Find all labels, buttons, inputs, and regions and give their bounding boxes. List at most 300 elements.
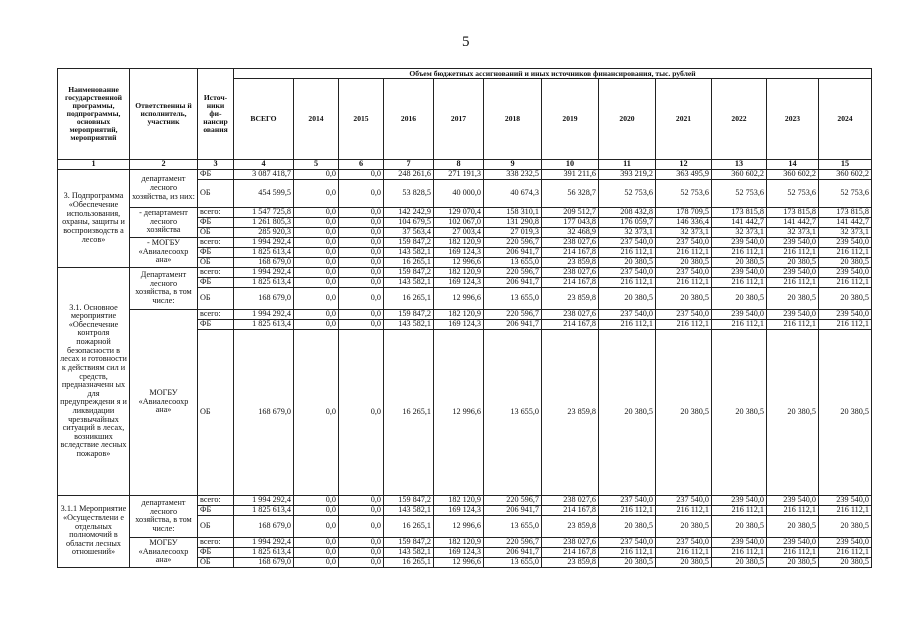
value-cell: 338 232,5 [484, 170, 542, 180]
value-cell: 220 596,7 [484, 537, 542, 547]
source-cell: ОБ [198, 329, 234, 495]
value-cell: 239 540,0 [767, 309, 819, 319]
responsible-cell: МОГБУ «Авиалесоохр ана» [130, 309, 198, 495]
value-cell: 159 847,2 [384, 267, 434, 277]
value-cell: 16 265,1 [384, 287, 434, 309]
value-cell: 141 442,7 [767, 217, 819, 227]
value-cell: 32 373,1 [819, 227, 872, 237]
value-cell: 37 563,4 [384, 227, 434, 237]
value-cell: 0,0 [339, 329, 384, 495]
value-cell: 216 112,1 [656, 505, 712, 515]
value-cell: 56 328,7 [542, 179, 599, 207]
responsible-cell: департамент лесного хозяйства, из них: [130, 170, 198, 208]
value-cell: 104 679,5 [384, 217, 434, 227]
value-cell: 53 828,5 [384, 179, 434, 207]
value-cell: 20 380,5 [656, 257, 712, 267]
value-cell: 16 265,1 [384, 257, 434, 267]
value-cell: 12 996,6 [434, 329, 484, 495]
value-cell: 1 825 613,4 [234, 277, 294, 287]
value-cell: 173 815,8 [767, 207, 819, 217]
value-cell: 239 540,0 [767, 537, 819, 547]
column-number: 11 [599, 160, 656, 170]
value-cell: 173 815,8 [712, 207, 767, 217]
value-cell: 12 996,6 [434, 257, 484, 267]
source-cell: ОБ [198, 515, 234, 537]
value-cell: 239 540,0 [712, 237, 767, 247]
value-cell: 20 380,5 [599, 287, 656, 309]
value-cell: 239 540,0 [712, 495, 767, 505]
value-cell: 1 825 613,4 [234, 547, 294, 557]
value-cell: 216 112,1 [767, 247, 819, 257]
header-year: 2020 [599, 79, 656, 160]
value-cell: 238 027,6 [542, 237, 599, 247]
value-cell: 214 167,8 [542, 277, 599, 287]
value-cell: 0,0 [294, 277, 339, 287]
column-number: 13 [712, 160, 767, 170]
source-cell: ФБ [198, 505, 234, 515]
value-cell: 0,0 [339, 515, 384, 537]
value-cell: 220 596,7 [484, 237, 542, 247]
value-cell: 20 380,5 [712, 557, 767, 567]
value-cell: 20 380,5 [767, 287, 819, 309]
value-cell: 239 540,0 [767, 237, 819, 247]
responsible-cell: - МОГБУ «Авиалесоохр ана» [130, 237, 198, 267]
value-cell: 12 996,6 [434, 515, 484, 537]
value-cell: 220 596,7 [484, 267, 542, 277]
value-cell: 0,0 [294, 505, 339, 515]
value-cell: 13 655,0 [484, 257, 542, 267]
value-cell: 0,0 [339, 217, 384, 227]
value-cell: 206 941,7 [484, 505, 542, 515]
column-number: 4 [234, 160, 294, 170]
value-cell: 1 547 725,8 [234, 207, 294, 217]
value-cell: 239 540,0 [819, 537, 872, 547]
value-cell: 52 753,6 [712, 179, 767, 207]
column-number: 2 [130, 160, 198, 170]
value-cell: 0,0 [294, 237, 339, 247]
value-cell: 0,0 [339, 227, 384, 237]
value-cell: 20 380,5 [819, 287, 872, 309]
value-cell: 52 753,6 [767, 179, 819, 207]
program-name-cell: 3. Подпрограмма «Обеспечение использования, охраны, защиты и воспроизводств а лесов» [58, 170, 130, 268]
column-number: 14 [767, 160, 819, 170]
value-cell: 32 373,1 [656, 227, 712, 237]
value-cell: 0,0 [339, 319, 384, 329]
value-cell: 143 582,1 [384, 319, 434, 329]
program-name-cell: 3.1. Основное мероприятие «Обеспечение контроля пожарной безопасности в лесах и готовности к действиям сил и средств, предназначенн ых для предупреждени я и ликвидации чрезвычайных ситуаций в лесах, возникших вследствие лесных пожаров» [58, 267, 130, 495]
value-cell: 216 112,1 [819, 319, 872, 329]
column-number: 3 [198, 160, 234, 170]
value-cell: 20 380,5 [599, 515, 656, 537]
value-cell: 168 679,0 [234, 515, 294, 537]
value-cell: 0,0 [339, 505, 384, 515]
value-cell: 0,0 [294, 287, 339, 309]
value-cell: 237 540,0 [656, 267, 712, 277]
value-cell: 20 380,5 [767, 329, 819, 495]
value-cell: 208 432,8 [599, 207, 656, 217]
value-cell: 143 582,1 [384, 277, 434, 287]
value-cell: 363 495,9 [656, 170, 712, 180]
value-cell: 0,0 [294, 170, 339, 180]
value-cell: 237 540,0 [656, 537, 712, 547]
header-year: 2024 [819, 79, 872, 160]
value-cell: 216 112,1 [712, 247, 767, 257]
source-cell: ФБ [198, 170, 234, 180]
value-cell: 0,0 [294, 547, 339, 557]
value-cell: 20 380,5 [767, 257, 819, 267]
source-cell: ФБ [198, 319, 234, 329]
value-cell: 216 112,1 [656, 319, 712, 329]
source-cell: ФБ [198, 217, 234, 227]
header-year: 2022 [712, 79, 767, 160]
value-cell: 129 070,4 [434, 207, 484, 217]
value-cell: 238 027,6 [542, 267, 599, 277]
value-cell: 0,0 [294, 257, 339, 267]
value-cell: 0,0 [294, 217, 339, 227]
value-cell: 177 043,8 [542, 217, 599, 227]
value-cell: 206 941,7 [484, 319, 542, 329]
value-cell: 206 941,7 [484, 277, 542, 287]
value-cell: 285 920,3 [234, 227, 294, 237]
value-cell: 146 336,4 [656, 217, 712, 227]
value-cell: 0,0 [294, 267, 339, 277]
value-cell: 20 380,5 [819, 329, 872, 495]
header-year: 2023 [767, 79, 819, 160]
value-cell: 1 994 292,4 [234, 309, 294, 319]
source-cell: всего: [198, 537, 234, 547]
value-cell: 0,0 [294, 537, 339, 547]
value-cell: 0,0 [294, 227, 339, 237]
value-cell: 102 067,0 [434, 217, 484, 227]
value-cell: 0,0 [339, 557, 384, 567]
table-row [58, 237, 872, 247]
value-cell: 0,0 [294, 309, 339, 319]
column-number: 10 [542, 160, 599, 170]
value-cell: 176 059,7 [599, 217, 656, 227]
value-cell: 23 859,8 [542, 515, 599, 537]
value-cell: 216 112,1 [712, 277, 767, 287]
value-cell: 20 380,5 [712, 287, 767, 309]
source-cell: ОБ [198, 179, 234, 207]
value-cell: 20 380,5 [819, 515, 872, 537]
value-cell: 0,0 [339, 277, 384, 287]
value-cell: 216 112,1 [767, 547, 819, 557]
program-name-cell: 3.1.1 Мероприятие «Осуществлени е отдельных полномочий в области лесных отношений» [58, 495, 130, 567]
value-cell: 0,0 [339, 170, 384, 180]
value-cell: 32 373,1 [712, 227, 767, 237]
value-cell: 0,0 [294, 207, 339, 217]
value-cell: 239 540,0 [712, 309, 767, 319]
value-cell: 1 261 805,3 [234, 217, 294, 227]
value-cell: 20 380,5 [767, 515, 819, 537]
value-cell: 143 582,1 [384, 505, 434, 515]
value-cell: 216 112,1 [712, 319, 767, 329]
value-cell: 143 582,1 [384, 247, 434, 257]
value-cell: 216 112,1 [599, 319, 656, 329]
value-cell: 169 124,3 [434, 247, 484, 257]
value-cell: 214 167,8 [542, 319, 599, 329]
value-cell: 20 380,5 [656, 329, 712, 495]
value-cell: 239 540,0 [767, 495, 819, 505]
column-number: 5 [294, 160, 339, 170]
source-cell: всего: [198, 495, 234, 505]
value-cell: 20 380,5 [767, 557, 819, 567]
value-cell: 216 112,1 [819, 247, 872, 257]
value-cell: 1 825 613,4 [234, 505, 294, 515]
value-cell: 142 242,9 [384, 207, 434, 217]
value-cell: 220 596,7 [484, 309, 542, 319]
value-cell: 393 219,2 [599, 170, 656, 180]
source-cell: ФБ [198, 247, 234, 257]
source-cell: ОБ [198, 557, 234, 567]
value-cell: 20 380,5 [599, 329, 656, 495]
header-year: 2017 [434, 79, 484, 160]
header-year: 2014 [294, 79, 339, 160]
value-cell: 216 112,1 [767, 319, 819, 329]
value-cell: 0,0 [294, 495, 339, 505]
value-cell: 16 265,1 [384, 557, 434, 567]
value-cell: 0,0 [339, 247, 384, 257]
value-cell: 220 596,7 [484, 495, 542, 505]
value-cell: 23 859,8 [542, 287, 599, 309]
value-cell: 0,0 [339, 537, 384, 547]
value-cell: 216 112,1 [656, 547, 712, 557]
value-cell: 182 120,9 [434, 267, 484, 277]
value-cell: 239 540,0 [819, 237, 872, 247]
value-cell: 216 112,1 [712, 547, 767, 557]
value-cell: 239 540,0 [819, 309, 872, 319]
header-year: ВСЕГО [234, 79, 294, 160]
header-name: Наименование государственной программы, подпрограммы, основных мероприятий, мероприятий [58, 69, 130, 160]
value-cell: 360 602,2 [767, 170, 819, 180]
value-cell: 52 753,6 [599, 179, 656, 207]
value-cell: 0,0 [339, 257, 384, 267]
value-cell: 271 191,3 [434, 170, 484, 180]
value-cell: 360 602,2 [712, 170, 767, 180]
budget-table-container [57, 68, 872, 568]
value-cell: 158 310,1 [484, 207, 542, 217]
value-cell: 237 540,0 [599, 495, 656, 505]
responsible-cell: Департамент лесного хозяйства, в том числе: [130, 267, 198, 309]
value-cell: 182 120,9 [434, 309, 484, 319]
value-cell: 169 124,3 [434, 547, 484, 557]
value-cell: 27 019,3 [484, 227, 542, 237]
value-cell: 216 112,1 [599, 547, 656, 557]
value-cell: 1 825 613,4 [234, 319, 294, 329]
value-cell: 40 674,3 [484, 179, 542, 207]
column-number: 9 [484, 160, 542, 170]
value-cell: 216 112,1 [819, 277, 872, 287]
value-cell: 20 380,5 [599, 257, 656, 267]
value-cell: 237 540,0 [599, 309, 656, 319]
value-cell: 360 602,2 [819, 170, 872, 180]
value-cell: 216 112,1 [599, 247, 656, 257]
responsible-cell: департамент лесного хозяйства, в том числе: [130, 495, 198, 537]
value-cell: 239 540,0 [712, 537, 767, 547]
value-cell: 0,0 [294, 319, 339, 329]
value-cell: 131 290,8 [484, 217, 542, 227]
value-cell: 159 847,2 [384, 537, 434, 547]
value-cell: 52 753,6 [819, 179, 872, 207]
column-number: 12 [656, 160, 712, 170]
value-cell: 239 540,0 [712, 267, 767, 277]
table-row [58, 309, 872, 319]
responsible-cell: МОГБУ «Авиалесоохр ана» [130, 537, 198, 567]
value-cell: 237 540,0 [656, 237, 712, 247]
value-cell: 238 027,6 [542, 537, 599, 547]
value-cell: 178 709,5 [656, 207, 712, 217]
responsible-cell: - департамент лесного хозяйства [130, 207, 198, 237]
value-cell: 20 380,5 [656, 287, 712, 309]
value-cell: 0,0 [339, 179, 384, 207]
value-cell: 3 087 418,7 [234, 170, 294, 180]
value-cell: 168 679,0 [234, 329, 294, 495]
value-cell: 214 167,8 [542, 505, 599, 515]
value-cell: 20 380,5 [819, 257, 872, 267]
table-row [58, 495, 872, 505]
source-cell: всего: [198, 309, 234, 319]
source-cell: всего: [198, 237, 234, 247]
source-cell: ОБ [198, 227, 234, 237]
table-row [58, 207, 872, 217]
column-number: 15 [819, 160, 872, 170]
source-cell: всего: [198, 207, 234, 217]
budget-table [57, 68, 872, 568]
value-cell: 168 679,0 [234, 287, 294, 309]
value-cell: 169 124,3 [434, 277, 484, 287]
source-cell: ФБ [198, 547, 234, 557]
value-cell: 216 112,1 [767, 505, 819, 515]
value-cell: 1 825 613,4 [234, 247, 294, 257]
value-cell: 237 540,0 [656, 309, 712, 319]
value-cell: 237 540,0 [656, 495, 712, 505]
source-cell: ФБ [198, 277, 234, 287]
value-cell: 206 941,7 [484, 247, 542, 257]
value-cell: 13 655,0 [484, 557, 542, 567]
header-year: 2021 [656, 79, 712, 160]
header-year: 2018 [484, 79, 542, 160]
source-cell: ОБ [198, 257, 234, 267]
column-number: 8 [434, 160, 484, 170]
value-cell: 238 027,6 [542, 309, 599, 319]
value-cell: 52 753,6 [656, 179, 712, 207]
page-number: 5 [462, 34, 470, 50]
value-cell: 0,0 [339, 267, 384, 277]
value-cell: 13 655,0 [484, 287, 542, 309]
value-cell: 20 380,5 [712, 329, 767, 495]
value-cell: 214 167,8 [542, 547, 599, 557]
value-cell: 169 124,3 [434, 319, 484, 329]
value-cell: 23 859,8 [542, 557, 599, 567]
value-cell: 23 859,8 [542, 257, 599, 267]
value-cell: 216 112,1 [599, 277, 656, 287]
value-cell: 0,0 [294, 515, 339, 537]
value-cell: 141 442,7 [712, 217, 767, 227]
value-cell: 173 815,8 [819, 207, 872, 217]
value-cell: 0,0 [339, 495, 384, 505]
value-cell: 32 373,1 [767, 227, 819, 237]
value-cell: 182 120,9 [434, 495, 484, 505]
value-cell: 159 847,2 [384, 309, 434, 319]
value-cell: 0,0 [294, 329, 339, 495]
value-cell: 237 540,0 [599, 267, 656, 277]
value-cell: 1 994 292,4 [234, 495, 294, 505]
value-cell: 40 000,0 [434, 179, 484, 207]
value-cell: 239 540,0 [767, 267, 819, 277]
value-cell: 1 994 292,4 [234, 267, 294, 277]
value-cell: 0,0 [339, 237, 384, 247]
value-cell: 391 211,6 [542, 170, 599, 180]
value-cell: 209 512,7 [542, 207, 599, 217]
column-number: 1 [58, 160, 130, 170]
table-row [58, 170, 872, 180]
header-year: 2016 [384, 79, 434, 160]
value-cell: 168 679,0 [234, 257, 294, 267]
value-cell: 13 655,0 [484, 515, 542, 537]
value-cell: 182 120,9 [434, 237, 484, 247]
value-cell: 0,0 [339, 547, 384, 557]
value-cell: 238 027,6 [542, 495, 599, 505]
value-cell: 216 112,1 [712, 505, 767, 515]
value-cell: 216 112,1 [656, 277, 712, 287]
header-group: Объем бюджетных ассигнований и иных источников финансирования, тыс. рублей [234, 69, 872, 79]
source-cell: ОБ [198, 287, 234, 309]
value-cell: 32 373,1 [599, 227, 656, 237]
value-cell: 454 599,5 [234, 179, 294, 207]
value-cell: 216 112,1 [767, 277, 819, 287]
value-cell: 0,0 [294, 557, 339, 567]
value-cell: 0,0 [294, 179, 339, 207]
value-cell: 32 468,9 [542, 227, 599, 237]
value-cell: 169 124,3 [434, 505, 484, 515]
value-cell: 159 847,2 [384, 237, 434, 247]
value-cell: 216 112,1 [599, 505, 656, 515]
column-number: 7 [384, 160, 434, 170]
header-responsible: Ответственны й исполнитель, участник [130, 69, 198, 160]
value-cell: 237 540,0 [599, 537, 656, 547]
value-cell: 0,0 [339, 287, 384, 309]
table-row [58, 537, 872, 547]
value-cell: 214 167,8 [542, 247, 599, 257]
value-cell: 182 120,9 [434, 537, 484, 547]
value-cell: 20 380,5 [599, 557, 656, 567]
value-cell: 206 941,7 [484, 547, 542, 557]
value-cell: 216 112,1 [656, 247, 712, 257]
value-cell: 23 859,8 [542, 329, 599, 495]
value-cell: 0,0 [294, 247, 339, 257]
value-cell: 27 003,4 [434, 227, 484, 237]
column-numbers-row [58, 160, 872, 170]
value-cell: 12 996,6 [434, 557, 484, 567]
value-cell: 16 265,1 [384, 329, 434, 495]
value-cell: 143 582,1 [384, 547, 434, 557]
value-cell: 12 996,6 [434, 287, 484, 309]
value-cell: 168 679,0 [234, 557, 294, 567]
value-cell: 248 261,6 [384, 170, 434, 180]
value-cell: 0,0 [339, 207, 384, 217]
value-cell: 239 540,0 [819, 495, 872, 505]
value-cell: 20 380,5 [712, 257, 767, 267]
header-year: 2015 [339, 79, 384, 160]
value-cell: 0,0 [339, 309, 384, 319]
value-cell: 20 380,5 [712, 515, 767, 537]
value-cell: 1 994 292,4 [234, 537, 294, 547]
value-cell: 216 112,1 [819, 547, 872, 557]
value-cell: 216 112,1 [819, 505, 872, 515]
value-cell: 239 540,0 [819, 267, 872, 277]
value-cell: 20 380,5 [656, 515, 712, 537]
value-cell: 16 265,1 [384, 515, 434, 537]
